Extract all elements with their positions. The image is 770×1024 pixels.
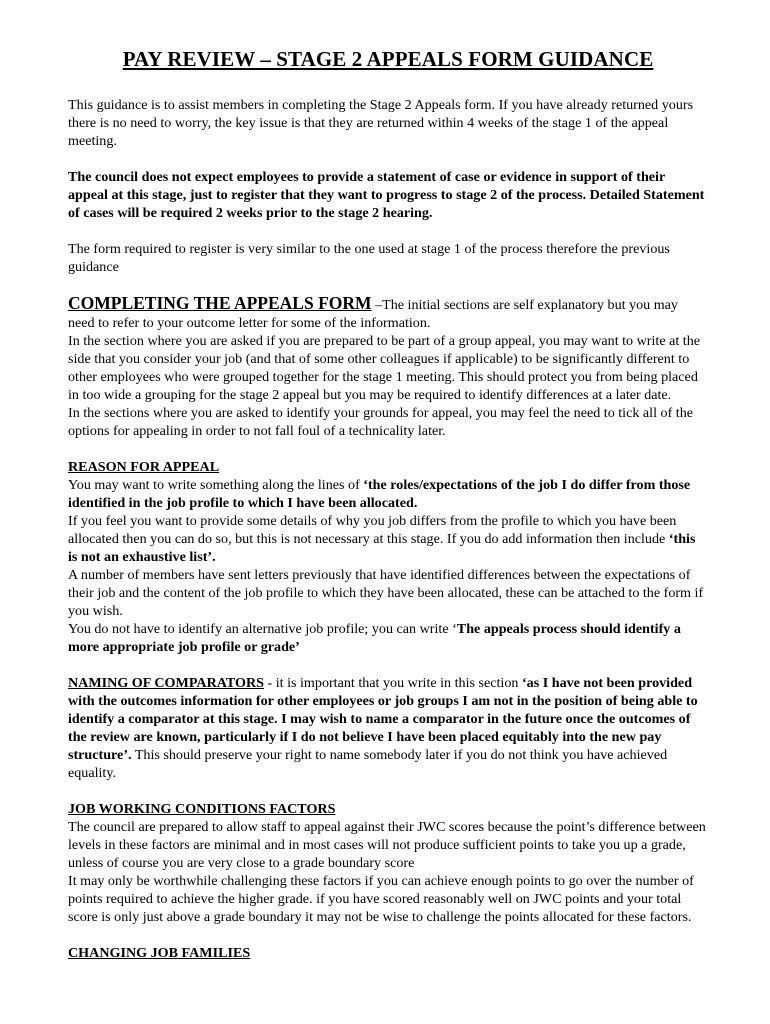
reason-line-1 [68, 476, 708, 512]
reason-heading: REASON FOR APPEAL [68, 459, 220, 475]
reason-line-3: A number of members have sent letters previously that have identified differences between the expectations of their job and the content of the job profile to which they have been allocated, these can be attached to the form if you wish. [68, 567, 704, 619]
comparators-heading: NAMING OF COMPARATORS [68, 675, 264, 691]
comparators-text: - it is important that you write in this section [264, 675, 522, 691]
page-title: PAY REVIEW – STAGE 2 APPEALS FORM GUIDANCE [122, 47, 654, 71]
jwc-paragraph-1: The council are prepared to allow staff to appeal against their JWC scores because the point’s difference between levels in these factors are minimal and in most cases will not produce sufficient points to take you up a grade, unless of course you are very close to a grade boundary score [68, 819, 706, 871]
reason-section [68, 458, 708, 656]
completing-heading-tail: –The initial sections are self explanatory but you may need to refer to your outcome letter for some of the information. [68, 297, 678, 331]
completing-grounds: In the sections where you are asked to identify your grounds for appeal, you may feel the need to tick all of the options for appealing in order to not fall foul of a technicality later. [68, 405, 694, 439]
completing-section [68, 294, 708, 440]
jwc-section [68, 800, 708, 926]
intro-paragraph: This guidance is to assist members in completing the Stage 2 Appeals form. If you have already returned yours there is no need to worry, the key issue is that they are returned within 4 weeks of the stage 1 of the appeal meeting. [68, 97, 694, 149]
reason-line-1-bold: ‘the roles/expectations of the job I do differ from those identified in the job profile to which I have been allocated. [68, 477, 691, 511]
comparators-bold: ‘as I have not been provided with the outcomes information for other employees or job groups I am not in the position of being able to identify a comparator at this stage. I may wish to name a comparator in the future once the outcomes of the review are known, particularly if I do not believe I have been placed equitably into the new pay structure’. [68, 675, 698, 763]
comparators-paragraph [68, 674, 708, 782]
comparators-post: This should preserve your right to name somebody later if you do not think you have achieved equality. [68, 747, 668, 781]
completing-heading: COMPLETING THE APPEALS FORM [68, 293, 372, 313]
intro-bold-paragraph: The council does not expect employees to provide a statement of case or evidence in support of their appeal at this stage, just to register that they want to progress to stage 2 of the process. Detailed Statement of cases will be required 2 weeks prior to the stage 2 hearing. [68, 169, 705, 221]
intro-form-paragraph: The form required to register is very similar to the one used at stage 1 of the process therefore the previous guidance [68, 241, 670, 275]
reason-line-2-bold: ‘this is not an exhaustive list’. [68, 531, 696, 565]
changing-heading: CHANGING JOB FAMILIES [68, 945, 251, 961]
completing-intro [68, 294, 708, 332]
reason-line-2 [68, 512, 708, 566]
reason-line-4 [68, 620, 708, 656]
changing-section [68, 944, 708, 962]
jwc-heading: JOB WORKING CONDITIONS FACTORS [68, 801, 336, 817]
completing-group-appeal: In the section where you are asked if you are prepared to be part of a group appeal, you may want to write at the side that you consider your job (and that of some other colleagues if applicable) to be significantly different to other employees who were grouped together for the stage 1 meeting. This should protect you from being placed in too wide a grouping for the stage 2 appeal but you may be required to identify differences at a later date. [68, 333, 701, 403]
reason-line-2-text: If you feel you want to provide some details of why you job differs from the profile to which you have been allocated then you can do so, but this is not necessary at this stage. If you do add information then include [68, 513, 677, 547]
jwc-paragraph-2: It may only be worthwhile challenging these factors if you can achieve enough points to go over the number of points required to achieve the higher grade. if you have scored reasonably well on JWC points and your total score is only just above a grade boundary it may not be wise to challenge the points allocated for these factors. [68, 873, 694, 925]
reason-line-1-text: You may want to write something along the lines of [68, 477, 364, 493]
reason-line-4-bold: The appeals process should identify a more appropriate job profile or grade’ [68, 621, 681, 655]
comparators-section [68, 674, 708, 782]
reason-line-4-text: You do not have to identify an alternative job profile; you can write ‘ [68, 621, 457, 637]
